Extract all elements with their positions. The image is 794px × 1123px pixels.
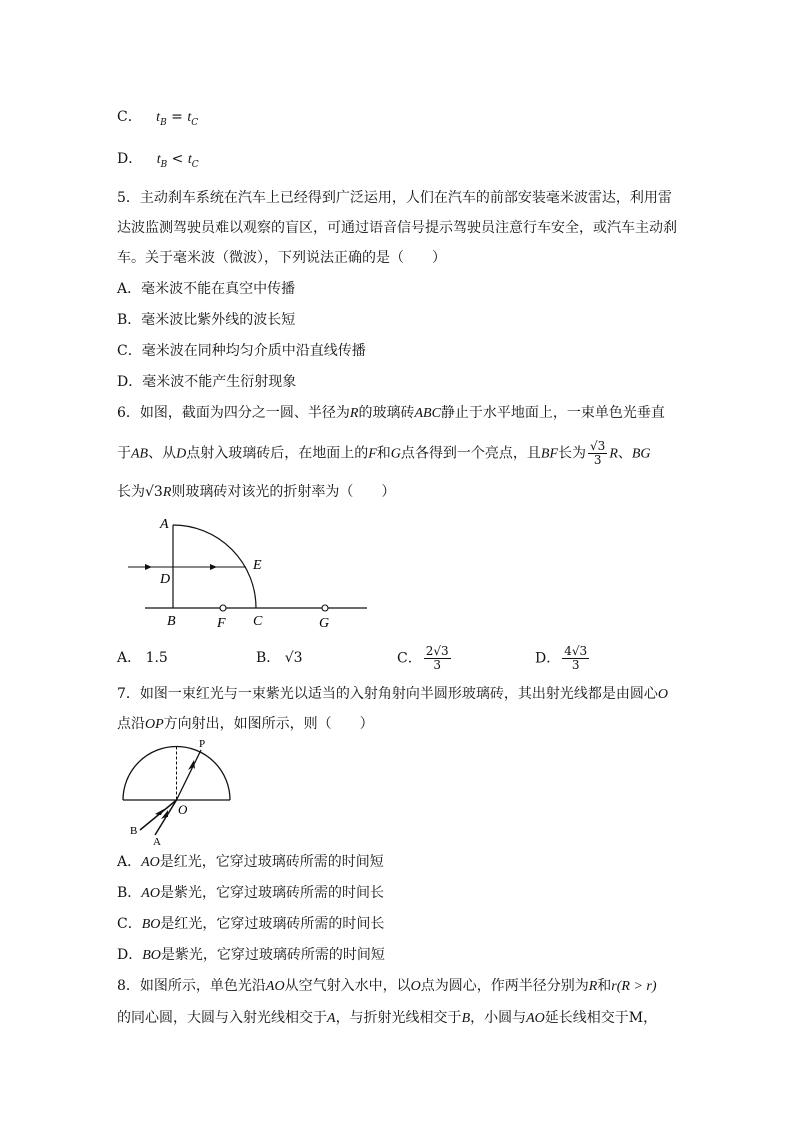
text: 、 xyxy=(617,445,632,462)
point-f xyxy=(220,605,226,611)
text: 7．如图一束红光与一束紫光以适当的入射角射向半圆形玻璃砖，其出射光线都是由圆心 xyxy=(117,686,658,702)
var: r(R > r) xyxy=(611,979,657,994)
q5-stem-line-1: 5．主动刹车系统在汽车上已经得到广泛运用，人们在汽车的前部安装毫米波雷达，利用雷 xyxy=(117,190,672,206)
q7-option-a xyxy=(117,852,384,873)
option-label: C． xyxy=(397,650,422,667)
var: G xyxy=(390,446,401,462)
fraction-denominator: 3 xyxy=(571,658,580,672)
option-label: C． xyxy=(117,109,142,125)
label-d: D xyxy=(160,572,171,587)
subscript: C xyxy=(191,118,199,128)
option-label: D． xyxy=(117,947,143,963)
option-text: 是紫光，它穿过玻璃砖所需的时间长 xyxy=(159,885,384,901)
var: BO xyxy=(142,948,161,963)
subscript: B xyxy=(160,118,167,128)
var-t: t xyxy=(187,152,192,167)
var: D xyxy=(176,446,187,462)
var: BG xyxy=(631,446,651,462)
fraction xyxy=(588,440,607,467)
q7-option-b xyxy=(117,883,384,904)
var-t: t xyxy=(156,152,161,167)
label-e: E xyxy=(253,558,262,573)
sqrt: √3 xyxy=(145,484,163,500)
option-label: C． xyxy=(117,916,142,932)
text: 点射入玻璃砖后，在地面上的 xyxy=(186,445,369,462)
var: AO xyxy=(265,979,285,994)
option-text: 是红光，它穿过玻璃砖所需的时间长 xyxy=(160,916,385,932)
text: 于 xyxy=(117,445,131,462)
fraction xyxy=(562,645,589,672)
var: BF xyxy=(540,446,559,462)
operator: < xyxy=(171,151,184,167)
var: BO xyxy=(141,917,161,932)
ray-bo xyxy=(140,800,177,830)
q5-option-c: C．毫米波在同种均匀介质中沿直线传播 xyxy=(117,343,366,359)
fraction-numerator: 2√3 xyxy=(425,644,449,658)
operator: = xyxy=(171,109,183,125)
label-b: B xyxy=(167,614,176,629)
text: ，小圆与 xyxy=(470,1010,527,1026)
text: 的玻璃砖 xyxy=(358,405,415,421)
q4-option-c xyxy=(117,107,198,133)
option-text: 是紫光，它穿过玻璃砖所需的时间短 xyxy=(160,947,385,963)
text: 和 xyxy=(597,978,612,994)
ray-op xyxy=(177,750,202,800)
q6-stem-line-1 xyxy=(117,403,665,424)
label-f: F xyxy=(217,616,226,630)
option-label: D． xyxy=(117,151,143,167)
label-p: P xyxy=(199,738,206,750)
q6-option-c xyxy=(397,645,453,672)
q6-option-b xyxy=(256,648,303,668)
q5-stem-line-2: 达波监测驾驶员难以观察的盲区，可通过语音信号提示驾驶员注意行车安全，或汽车主动刹 xyxy=(117,220,677,236)
var: F xyxy=(368,446,377,462)
var: A xyxy=(327,1011,336,1026)
q5-option-b: B．毫米波比紫外线的波长短 xyxy=(117,312,296,328)
q5-stem-line-3: 车。关于毫米波（微波），下列说法正确的是（ ） xyxy=(117,250,446,266)
arrow-icon xyxy=(145,564,152,570)
var: O xyxy=(657,687,669,702)
text: 和 xyxy=(376,445,391,462)
text: 点各得到一个亮点，且 xyxy=(400,445,541,462)
label-a: A xyxy=(160,517,169,532)
fraction-denominator: 3 xyxy=(433,658,441,672)
var-t: t xyxy=(187,110,192,125)
subscript: C xyxy=(191,160,199,170)
label-g: G xyxy=(319,616,330,630)
fraction-numerator: √3 xyxy=(590,439,606,453)
var: O xyxy=(410,979,421,994)
var: AB xyxy=(131,446,149,462)
var: ABC xyxy=(414,406,441,421)
q7-stem-line-1 xyxy=(117,684,668,705)
text: 延长线相交于M， xyxy=(544,1010,658,1026)
option-text: 是红光，它穿过玻璃砖所需的时间短 xyxy=(159,854,384,870)
text: 静止于水平地面上，一束单色光垂直 xyxy=(440,405,665,421)
var: R xyxy=(349,406,359,421)
text: 的同心圆，大圆与入射光线相交于 xyxy=(117,1010,327,1026)
option-label: B． xyxy=(256,650,281,666)
q6-stem-line-3 xyxy=(117,482,395,503)
text: 、从 xyxy=(148,445,177,462)
var: R xyxy=(162,485,172,500)
var: R xyxy=(588,979,598,994)
q6-option-a xyxy=(117,648,168,668)
var: AO xyxy=(141,855,160,870)
q5-option-a: A．毫米波不能在真空中传播 xyxy=(117,281,296,297)
label-o: O xyxy=(178,802,188,817)
point-g xyxy=(322,605,328,611)
ray-ao xyxy=(155,800,177,835)
arrow-icon xyxy=(210,564,217,570)
q4-option-d xyxy=(117,149,199,175)
q6-option-d xyxy=(535,645,591,672)
text: 8．如图所示，单色光沿 xyxy=(117,978,266,994)
q8-stem-line-2 xyxy=(117,1008,657,1029)
text: 长为 xyxy=(558,445,587,462)
subscript: B xyxy=(160,160,168,170)
q7-option-c xyxy=(117,914,384,935)
text: 6．如图，截面为四分之一圆、半径为 xyxy=(117,405,350,421)
fraction-denominator: 3 xyxy=(593,453,602,467)
var-t: t xyxy=(156,110,161,125)
var: B xyxy=(461,1011,471,1026)
q5-option-d: D．毫米波不能产生衍射现象 xyxy=(117,374,297,390)
var: AO xyxy=(526,1011,545,1026)
text: 从空气射入水中，以 xyxy=(284,978,411,994)
option-value: √3 xyxy=(284,650,303,666)
text: 点沿 xyxy=(117,716,145,732)
option-label: A． xyxy=(117,650,142,666)
text: ，与折射光线相交于 xyxy=(335,1010,462,1026)
var: AO xyxy=(141,886,160,901)
q7-option-d xyxy=(117,945,385,966)
text: 方向射出，如图所示，则（ ） xyxy=(163,716,374,732)
q6-figure xyxy=(120,515,380,630)
var: R xyxy=(609,446,618,462)
var: OP xyxy=(145,717,164,732)
option-label: D． xyxy=(535,650,561,667)
q8-stem-line-1 xyxy=(117,976,657,997)
option-label: B． xyxy=(117,885,142,901)
label-a: A xyxy=(153,836,161,848)
label-b: B xyxy=(130,825,138,837)
q6-stem-line-2 xyxy=(117,440,651,467)
text: 长为 xyxy=(117,484,145,500)
q7-figure xyxy=(118,738,238,848)
fraction xyxy=(424,645,451,672)
fraction-numerator: 4√3 xyxy=(564,644,588,658)
option-label: A． xyxy=(117,854,142,870)
q7-stem-line-2 xyxy=(117,714,374,735)
label-c: C xyxy=(253,614,263,629)
text: 则玻璃砖对该光的折射率为（ ） xyxy=(171,484,396,500)
text: 点为圆心，作两半径分别为 xyxy=(420,978,589,994)
option-value: 1.5 xyxy=(145,650,168,666)
